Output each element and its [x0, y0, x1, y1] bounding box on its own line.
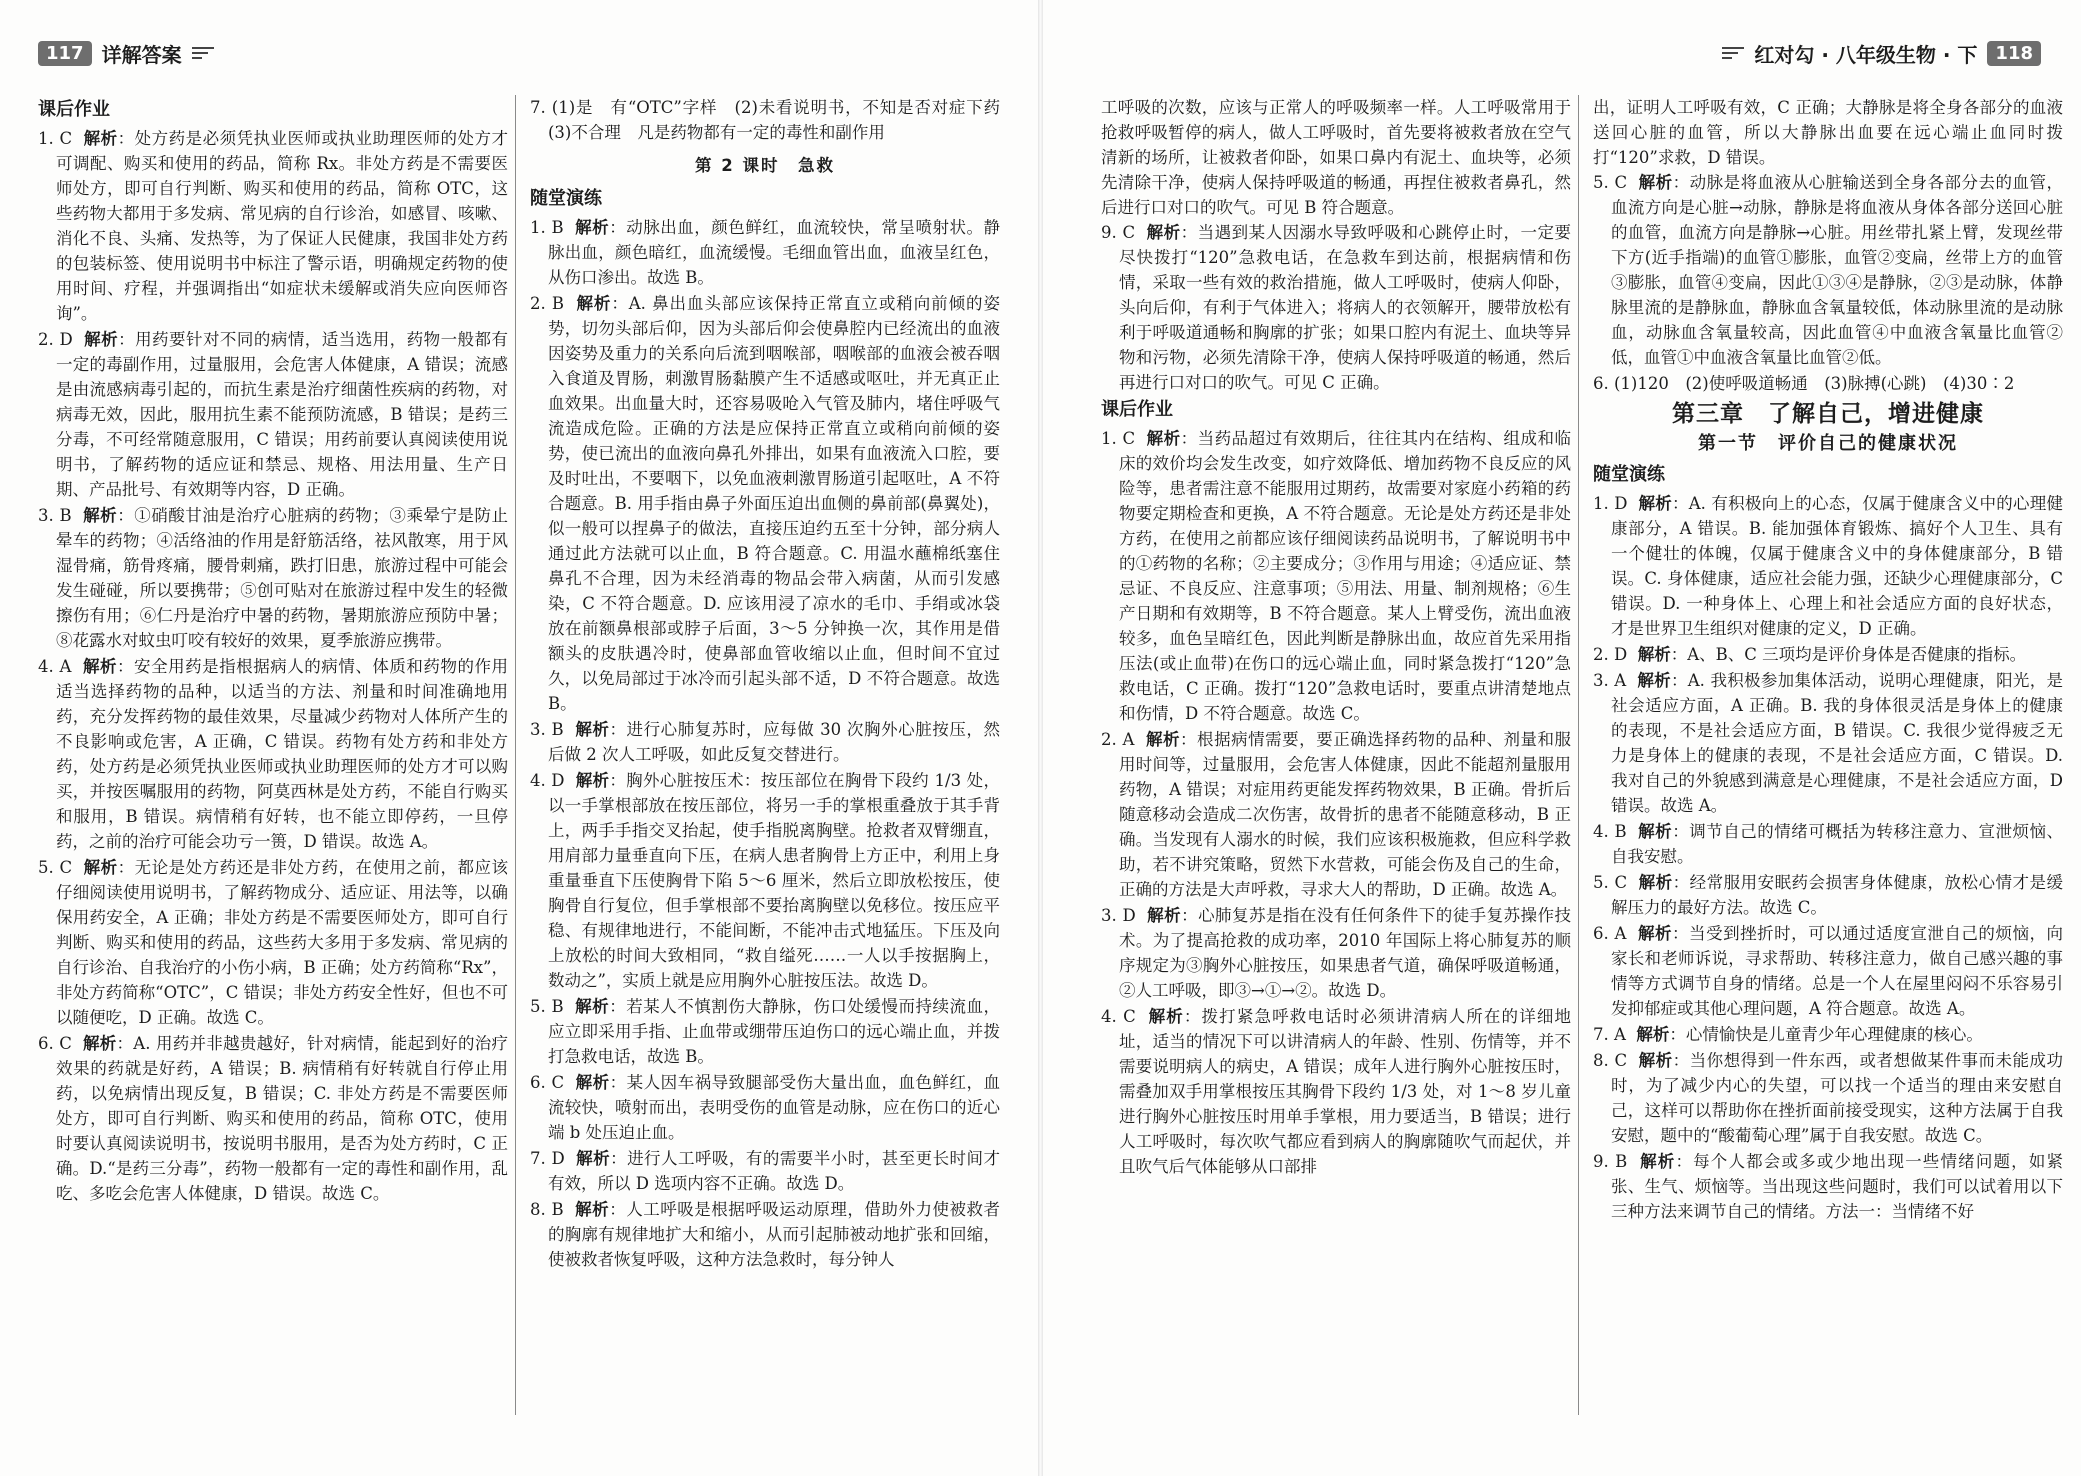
- analysis-label: 解析: [1638, 1051, 1673, 1070]
- analysis-label: 解析: [1148, 1007, 1184, 1026]
- right-page: [1041, 0, 2081, 1476]
- answer-text: ：①硝酸甘油是治疗心脏病的药物；③乘晕宁是防止晕车的药物；④活络油的作用是舒筋活络，祛风散寒，用于风湿骨痛，筋骨疼痛，腰骨刺痛，跌打旧患，旅游过程中可能会发生碰碰，所以要携带；⑤创可贴对在旅游过程中发生的轻微擦伤有用；⑥仁丹是治疗中暑的药物，暑期旅游应预防中暑；⑧花露水对蚊虫叮咬有较好的效果，夏季旅游应携带。: [56, 506, 509, 650]
- answer-text: ：当药品超过有效期后，往往其内在结构、组成和临床的效价均会发生改变，如疗效降低、增加药物不良反应的风险等，患者需注意不能服用过期药，故需要对家庭小药箱的药物要定期检查和更换，A 不符合题意。无论是处方药还是非处方药，在使用之前都应该仔细阅读药品说明书，了解说明书中的①药物的名称；②主要成分；③作用与用途；④适应证、禁忌证、不良反应、注意事项；⑤用法、用量、制剂规格；⑥生产日期和有效期等，B 不符合题意。某人上臂受伤，流出血液较多，血色呈暗红色，因此判断是静脉出血，故应首先采用指压法(或止血带)在伤口的远心端止血，同时紧急拨打“120”急救电话，C 正确。拨打“120”急救电话时，要重点讲清楚地点和伤情，D 不符合题意。故选 C。: [1119, 429, 1571, 723]
- analysis-label: 解析: [1147, 906, 1182, 925]
- answer-item: [38, 126, 508, 326]
- analysis-label: 解析: [1638, 873, 1673, 892]
- answer-number: 5. C: [38, 858, 73, 877]
- answer-item: [530, 717, 1000, 767]
- answer-item: [1593, 921, 2063, 1021]
- analysis-label: 解析: [83, 858, 118, 877]
- analysis-label: 解析: [1637, 671, 1671, 690]
- analysis-label: 解析: [1636, 1025, 1670, 1044]
- answer-item: [1593, 371, 2063, 396]
- answer-number: 5. B: [530, 997, 564, 1016]
- answer-number: 4. A: [38, 657, 72, 676]
- lesson-title: 第 2 课时 急救: [695, 156, 835, 175]
- answer-item: [1101, 426, 1571, 726]
- answer-text: ：人工呼吸是根据呼吸运动原理，借助外力使被救者的胸廓有规律地扩大和缩小，从而引起肺被动地扩张和回缩，使被救者恢复呼吸，这种方法急救时，每分钟人: [548, 1200, 1001, 1269]
- analysis-label: 解析: [1638, 494, 1672, 513]
- answer-list: [1593, 491, 2063, 1224]
- answer-number: 6.: [1593, 374, 1609, 393]
- header-lines-icon: [1722, 47, 1744, 59]
- answer-text: ：用药要针对不同的病情，适当选用，药物一般都有一定的毒副作用，过量服用，会危害人体健康，A 错误；流感是由流感病毒引起的，而抗生素是治疗细菌性疾病的药物，对病毒无效，因此，服用抗生素不能预防流感，B 错误；是药三分毒，不可经常随意服用，C 错误；用药前要认真阅读使用说明书，了解药物的适应证和禁忌、规格、用法用量、生产日期、产品批号、有效期等内容，D 正确。: [56, 330, 509, 499]
- answer-item: [38, 503, 508, 653]
- answer-list: [38, 126, 508, 1206]
- subsection-title: 第一节 评价自己的健康状况: [1698, 433, 1958, 454]
- section-title: 课后作业: [38, 99, 110, 120]
- column-1: [38, 95, 508, 1207]
- answer-number: 3. B: [530, 720, 564, 739]
- answer-text: ：心肺复苏是指在没有任何条件下的徒手复苏操作技术。为了提高抢救的成功率，2010 年国际上将心肺复苏的顺序规定为③胸外心脏按压，如果患者气道，确保呼吸道畅通，②人工呼吸，即③→①→②。故选 D。: [1119, 906, 1572, 1000]
- answer-text: ：当你想得到一件东西，或者想做某件事而未能成功时，为了减少内心的失望，可以找一个适当的理由来安慰自己，这样可以帮助你在挫折面前接受现实，这种方法属于自我安慰，题中的“酸葡萄心理”属于自我安慰。故选 C。: [1611, 1051, 2063, 1145]
- answer-item: [530, 1197, 1000, 1272]
- answer-item: [38, 654, 508, 854]
- answer-text: ：无论是处方药还是非处方药，在使用之前，都应该仔细阅读使用说明书，了解药物成分、适应证、用法等，以确保用药安全，A 正确；非处方药是不需要医师处方，即可自行判断、购买和使用的药品，这些药大多用于多发病、常见病的自行诊治、自我治疗的小伤小病，B 正确；处方药简称“Rx”，非处方药简称“OTC”，C 错误；非处方药安全性好，但也不可以随便吃，D 正确。故选 C。: [56, 858, 508, 1027]
- answer-list: [1101, 426, 1571, 1179]
- column-4: [1593, 95, 2063, 1225]
- analysis-label: 解析: [1146, 429, 1181, 448]
- answer-number: 2. B: [530, 294, 565, 313]
- answer-number: 7. A: [1593, 1025, 1626, 1044]
- answer-text: ：胸外心脏按压术：按压部位在胸骨下段约 1/3 处，以一手掌根部放在按压部位，将另一手的掌根重叠放于其手背上，两手手指交叉抬起，使手指脱离胸壁。抢救者双臂绷直，用肩部力量垂直向下压，在病人患者胸骨上方正中，利用上身重量垂直下压使胸骨下陷 5～6 厘米，然后立即放松按压，使胸骨自行复位，但手掌根部不要抬离胸壁以免移位。按压应平稳、有规律地进行，不能间断，不能冲击式地猛压。下压及向上放松的时间大致相同，“救自缢死……一人以手按据胸上，数动之”，实质上就是应用胸外心脏按压法。故选 D。: [548, 771, 1001, 990]
- answer-item: [1593, 642, 2063, 667]
- analysis-label: 解析: [1146, 223, 1181, 242]
- right-page-header: [1722, 36, 2041, 70]
- answer-number: 1. B: [530, 218, 564, 237]
- answer-item: [1593, 491, 2063, 641]
- answer-number: 1. C: [1101, 429, 1136, 448]
- header-lines-icon: [192, 47, 214, 59]
- column-divider: [515, 95, 516, 1415]
- analysis-label: 解析: [1637, 645, 1671, 664]
- answer-text: ：进行心肺复苏时，应每做 30 次胸外心脏按压，然后做 2 次人工呼吸，如此反复交替进行。: [548, 720, 1000, 764]
- answer-number: 3. A: [1593, 671, 1627, 690]
- answer-text: ：心情愉快是儿童青少年心理健康的核心。: [1669, 1025, 1983, 1044]
- answer-item: [1101, 1004, 1571, 1179]
- analysis-label: 解析: [575, 1073, 610, 1092]
- column-3: [1101, 95, 1571, 1180]
- analysis-label: 解析: [1145, 730, 1181, 749]
- answer-text: ：A. 有积极向上的心态，仅属于健康含义中的心理健康部分，A 错误。B. 能加强体育锻炼、搞好个人卫生、具有一个健壮的体魄，仅属于健康含义中的身体健康部分，B 错误。C. 身体健康，适应社会能力强，还缺少心理健康部分，C 错误。D. 一种身体上、心理上和社会适应方面的良好状态，才是世界卫生组织对健康的定义，D 正确。: [1611, 494, 2064, 638]
- answer-number: 2. D: [1593, 645, 1628, 664]
- analysis-label: 解析: [575, 218, 610, 237]
- answer-text: (1)是 有“OTC”字样 (2)未看说明书，不知是否对症下药 (3)不合理 凡是药物都有一定的毒性和副作用: [548, 98, 1017, 142]
- answer-item: [530, 1070, 1000, 1145]
- answer-text: ：A. 鼻出血头部应该保持正常直立或稍向前倾的姿势，切勿头部后仰，因为头部后仰会使鼻腔内已经流出的血液因姿势及重力的关系向后流到咽喉部，咽喉部的血液会被吞咽入食道及胃肠，刺激胃肠黏膜产生不适感或呕吐，并无真正止血效果。出血量大时，还容易吸呛入气管及肺内，堵住呼吸气流造成危险。正确的方法是应保持正常直立或稍向前倾的姿势，使已流出的血液向鼻孔外排出，如果有血液流入口腔，要及时吐出，不要咽下，以免血液刺激胃肠道引起呕吐，A 不符合题意。B. 用手指由鼻子外面压迫出血侧的鼻前部(鼻翼处)，似一般可以捏鼻子的做法，直接压迫约五至十分钟，部分病人通过此方法就可以止血，B 符合题意。C. 用温水蘸棉纸塞住鼻孔不合理，因为未经消毒的物品会带入病菌，从而引发感染，C 不符合题意。D. 应该用浸了凉水的毛巾、手绢或冰袋放在前额鼻根部或脖子后面，3～5 分钟换一次，其作用是借额头的皮肤遇冷时，使鼻部血管收缩以止血，但时间不宜过久，以免局部过于冰冷而引起头部不适，D 不符合题意。故选 B。: [548, 294, 1000, 713]
- page-number: 118: [1987, 41, 2041, 66]
- continued-text: 出，证明人工呼吸有效，C 正确；大静脉是将全身各部分的血液送回心脏的血管，所以大静脉出血要在远心端止血同时拨打“120”求救，D 错误。: [1593, 98, 2063, 167]
- answer-number: 4. D: [530, 771, 565, 790]
- answer-item: [1593, 819, 2063, 869]
- analysis-label: 解析: [575, 771, 610, 790]
- answer-number: 6. C: [38, 1034, 72, 1053]
- analysis-label: 解析: [83, 129, 118, 148]
- answer-number: 5. C: [1593, 873, 1628, 892]
- answer-number: 2. D: [38, 330, 73, 349]
- page-header-title: 红对勾 · 八年级生物 · 下: [1754, 42, 1978, 67]
- answer-item: [530, 768, 1000, 993]
- answer-text: ：调节自己的情绪可概括为转移注意力、宣泄烦恼、自我安慰。: [1611, 822, 2064, 866]
- answer-text: (1)120 (2)使呼吸道畅通 (3)脉搏(心跳) (4)30∶2: [1614, 374, 2015, 393]
- answer-item: [1593, 870, 2063, 920]
- analysis-label: 解析: [575, 997, 610, 1016]
- analysis-label: 解析: [1637, 924, 1673, 943]
- answer-text: ：动脉是将血液从心脏输送到全身各部分去的血管，血流方向是心脏→动脉，静脉是将血液从身体各部分送回心脏的血管，血流方向是静脉→心脏。用丝带扎紧上臂，发现丝带下方(近手指端)的血管①膨胀，血管②变扁，丝带上方的血管③膨胀，血管④变扁，因此①③④是静脉，②③是动脉，体静脉里流的是静脉血，静脉血含氧量较低，体动脉里流的是动脉血，动脉血含氧量较高，因此血管④中血液含氧量比血管②低，血管①中血液含氧量比血管②低。: [1611, 173, 2063, 367]
- left-page-header: [38, 36, 214, 70]
- column-divider: [1578, 95, 1579, 1415]
- answer-text: ：根据病情需要，要正确选择药物的品种、剂量和服用时间等，过量服用，会危害人体健康，因此不能超剂量服用药物，A 错误；对症用药更能发挥药物效果，B 正确。骨折后随意移动会造成二次伤害，故骨折的患者不能随意移动，B 正确。当发现有人溺水的时候，我们应该积极施救，但应科学救助，若不讲究策略，贸然下水营救，可能会伤及自己的生命，正确的方法是大声呼救，寻求大人的帮助，D 正确。故选 A。: [1119, 730, 1572, 899]
- answer-item: [530, 215, 1000, 290]
- answer-text: ：经常服用安眠药会损害身体健康，放松心情才是缓解压力的最好方法。故选 C。: [1611, 873, 2063, 917]
- column-2: [530, 95, 1017, 1273]
- analysis-label: 解析: [1638, 173, 1673, 192]
- answer-number: 8. B: [530, 1200, 564, 1219]
- answer-list: [530, 215, 1000, 1272]
- answer-text: ：当遇到某人因溺水导致呼吸和心跳停止时，一定要尽快拨打“120”急救电话，在急救车到达前，根据病情和伤情，采取一些有效的救治措施，做人工呼吸时，使病人仰卧，头向后仰，有利于气体进入；将病人的衣领解开，腰带放松有利于呼吸道通畅和胸廓的扩张；如果口腔内有泥土、血块等异物和污物，必须先清除干净，使病人保持呼吸道的畅通，然后再进行口对口的吹气。可见 C 正确。: [1119, 223, 1571, 392]
- answer-number: 7. D: [530, 1149, 565, 1168]
- answer-item: [1101, 903, 1571, 1003]
- answer-item: [530, 95, 1017, 145]
- continued-text: 工呼吸的次数，应该与正常人的呼吸频率一样。人工呼吸常用于抢救呼吸暂停的病人，做人工呼吸时，首先要将被救者放在空气清新的场所，让被救者仰卧，如果口鼻内有泥土、血块等，必须先清除干净，使病人保持呼吸道的畅通，再捏住被救者鼻孔，然后进行口对口的吹气。可见 B 符合题意。: [1101, 98, 1571, 217]
- analysis-label: 解析: [576, 1149, 611, 1168]
- answer-item: [1101, 727, 1571, 902]
- answer-number: 6. C: [530, 1073, 565, 1092]
- answer-item: [530, 994, 1000, 1069]
- analysis-label: 解析: [576, 294, 612, 313]
- analysis-label: 解析: [575, 1200, 610, 1219]
- analysis-label: 解析: [83, 506, 118, 525]
- answer-number: 1. C: [38, 129, 73, 148]
- answer-text: ：若某人不慎割伤大静脉，伤口处缓慢而持续流血，应立即采用手指、止血带或绷带压迫伤口的远心端止血，并拨打急救电话，故选 B。: [548, 997, 1001, 1066]
- answer-item: [530, 291, 1000, 716]
- answer-number: 6. A: [1593, 924, 1627, 943]
- answer-number: 2. A: [1101, 730, 1135, 749]
- answer-item: [38, 855, 508, 1030]
- answer-item: [38, 1031, 508, 1206]
- answer-text: ：某人因车祸导致腿部受伤大量出血，血色鲜红，血流较快，喷射而出，表明受伤的血管是动脉，应在伤口的近心端 b 处压迫止血。: [548, 1073, 1000, 1142]
- answer-text: ：动脉出血，颜色鲜红，血流较快，常呈喷射状。静脉出血，颜色暗红，血流缓慢。毛细血管出血，血液呈红色，从伤口渗出。故选 B。: [548, 218, 1001, 287]
- answer-number: 1. D: [1593, 494, 1628, 513]
- answer-item: [38, 327, 508, 502]
- analysis-label: 解析: [1638, 822, 1673, 841]
- left-page: [0, 0, 1040, 1476]
- answer-text: ：安全用药是指根据病人的病情、体质和药物的作用适当选择药物的品种，以适当的方法、剂量和时间准确地用药，充分发挥药物的最佳效果，尽量减少药物对人体所产生的不良影响或危害，A 正确，C 错误。药物有处方药和非处方药，处方药是必须凭执业医师或执业助理医师的处方才可以购买，并按医嘱服用的药物，阿莫西林是处方药，不能自行购买和服用，B 错误。病情稍有好转，也不能立即停药，一旦停药，之前的治疗可能会功亏一篑，D 错误。故选 A。: [56, 657, 509, 851]
- section-title: 随堂演练: [530, 188, 602, 209]
- answer-number: 9. C: [1101, 223, 1136, 242]
- answer-item: [1593, 1022, 2063, 1047]
- answer-item: [1593, 1048, 2063, 1148]
- answer-text: ：每个人都会或多或少地出现一些情绪问题，如紧张、生气、烦恼等。当出现这些问题时，我们可以试着用以下三种方法来调节自己的情绪。方法一：当情绪不好: [1611, 1152, 2063, 1221]
- analysis-label: 解析: [575, 720, 610, 739]
- answer-text: ：A. 我积极参加集体活动，说明心理健康，阳光，是社会适应方面，A 正确。B. 我的身体很灵活是身体上的健康的表现，不是社会适应方面，B 错误。C. 我很少觉得疲乏无力是身体上的健康的表现，不是社会适应方面，C 错误。D. 我对自己的外貌感到满意是心理健康，不是社会适应方面，D 错误。故选 A。: [1611, 671, 2064, 815]
- answer-item: [1593, 668, 2063, 818]
- answer-number: 7.: [530, 98, 546, 117]
- answer-number: 3. B: [38, 506, 72, 525]
- answer-text: ：处方药是必须凭执业医师或执业助理医师的处方才可调配、购买和使用的药品，简称 Rx。非处方药是不需要医师处方，即可自行判断、购买和使用的药品，简称 OTC，这些药物大都用于多发病、常见病的自行诊治，如感冒、咳嗽、消化不良、头痛、发热等，为了保证人民健康，我国非处方药的包装标签、使用说明书中标注了警示语，明确规定药物的使用时间、疗程，并强调指出“如症状未缓解或消失应向医师咨询”。: [56, 129, 508, 323]
- answer-text: ：进行人工呼吸，有的需要半小时，甚至更长时间才有效，所以 D 选项内容不正确。故选 D。: [548, 1149, 1001, 1193]
- answer-number: 9. B: [1593, 1152, 1628, 1171]
- answer-item: [1101, 220, 1571, 395]
- answer-item: [1593, 170, 2063, 370]
- answer-text: ：A、B、C 三项均是评价身体是否健康的指标。: [1670, 645, 2027, 664]
- analysis-label: 解析: [82, 1034, 117, 1053]
- chapter-title: 第三章 了解自己，增进健康: [1672, 401, 1984, 427]
- section-title: 随堂演练: [1593, 464, 1665, 485]
- analysis-label: 解析: [84, 330, 119, 349]
- page-header-title: 详解答案: [101, 42, 182, 67]
- analysis-label: 解析: [1640, 1152, 1676, 1171]
- answer-number: 5. C: [1593, 173, 1628, 192]
- answer-item: [530, 1146, 1000, 1196]
- section-title: 课后作业: [1101, 399, 1173, 420]
- answer-number: 8. C: [1593, 1051, 1628, 1070]
- answer-text: ：A. 用药并非越贵越好，针对病情，能起到好的治疗效果的药就是好药，A 错误；B. 病情稍有好转就自行停止用药，以免病情出现反复，B 错误；C. 非处方药是不需要医师处方，即可自行判断、购买和使用的药品，简称 OTC，使用时要认真阅读说明书，按说明书服用，是否为处方药时，C 正确。D.“是药三分毒”，药物一般都有一定的毒性和副作用，乱吃、多吃会危害人体健康，D 错误。故选 C。: [56, 1034, 508, 1203]
- answer-item: [1593, 1149, 2063, 1224]
- answer-number: 4. C: [1101, 1007, 1136, 1026]
- analysis-label: 解析: [82, 657, 118, 676]
- answer-text: ：当受到挫折时，可以通过适度宣泄自己的烦恼，向家长和老师诉说，寻求帮助、转移注意力，做自己感兴趣的事情等方式调节自身的情绪。总是一个人在屋里闷闷不乐容易引发抑郁症或其他心理问题，A 符合题意。故选 A。: [1611, 924, 2064, 1018]
- answer-number: 4. B: [1593, 822, 1627, 841]
- answer-number: 3. D: [1101, 906, 1136, 925]
- page-number: 117: [38, 41, 92, 66]
- answer-text: ：拨打紧急呼救电话时必须讲清病人所在的详细地址，适当的情况下可以讲清病人的年龄、性别、伤情等，并不需要说明病人的病史，A 错误；成年人进行胸外心脏按压时，需叠加双手用掌根按压其胸骨下段约 1/3 处，对 1～8 岁儿童进行胸外心脏按压时用单手掌根，用力要适当，B 错误；进行人工呼吸时，每次吹气都应看到病人的胸廓随吹气而起伏，并且吹气后气体能够从口部排: [1119, 1007, 1572, 1176]
